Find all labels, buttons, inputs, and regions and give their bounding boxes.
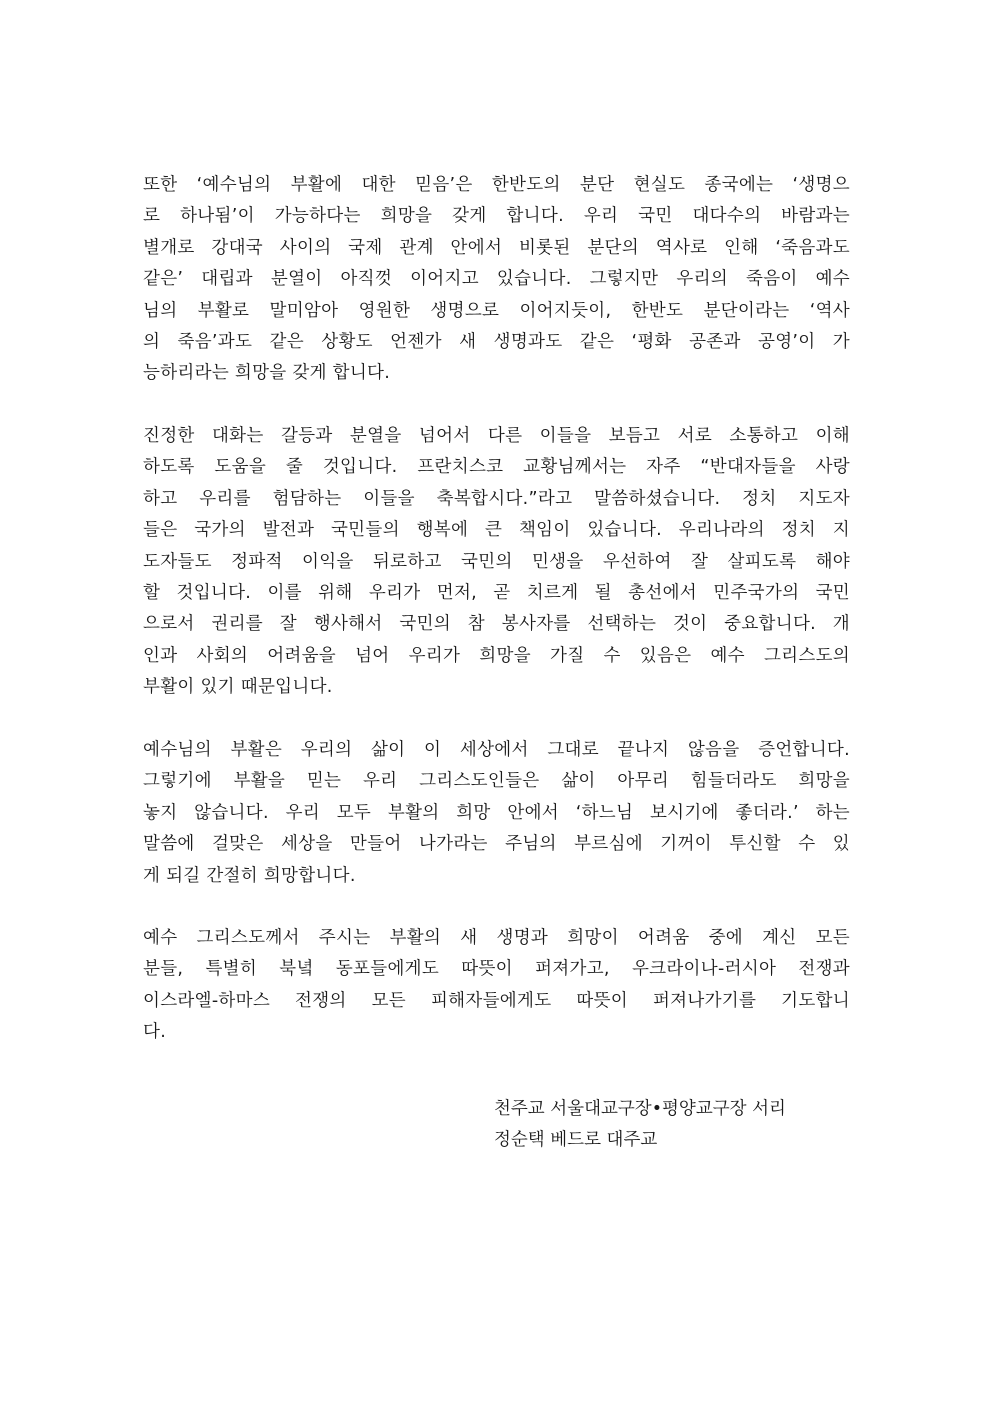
signature-title: 천주교 서울대교구장•평양교구장 서리 (494, 1099, 786, 1119)
text-line: 또한 ‘예수님의 부활에 대한 믿음’은 한반도의 분단 현실도 종국에는 ‘생명으 (143, 175, 850, 195)
text-line: 님의 부활로 말미암아 영원한 생명으로 이어지듯이, 한반도 분단이라는 ‘역사 (143, 300, 850, 321)
paragraph-3 (143, 735, 850, 892)
text-line: 이스라엘-하마스 전쟁의 모든 피해자들에게도 따뜻이 퍼져나가기를 기도합니 (143, 990, 850, 1011)
text-line: 예수 그리스도께서 주시는 부활의 새 생명과 희망이 어려움 중에 계신 모든 (143, 928, 850, 948)
text-line: 하도록 도움을 줄 것입니다. 프란치스코 교황님께서는 자주 “반대자들을 사랑 (143, 457, 850, 478)
text-line: 들은 국가의 발전과 국민들의 행복에 큰 책임이 있습니다. 우리나라의 정치 지 (143, 520, 850, 541)
text-line: 말씀에 걸맞은 세상을 만들어 나가라는 주님의 부르심에 기꺼이 투신할 수 있 (143, 834, 850, 855)
text-line: 별개로 강대국 사이의 국제 관계 안에서 비롯된 분단의 역사로 인해 ‘죽음과도 (143, 237, 850, 258)
text-line: 예수님의 부활은 우리의 삶이 이 세상에서 그대로 끝나지 않음을 증언합니다. (143, 740, 850, 760)
text-line: 인과 사회의 어려움을 넘어 우리가 희망을 가질 수 있음은 예수 그리스도의 (143, 645, 850, 666)
signature-name: 정순택 베드로 대주교 (494, 1130, 658, 1151)
text-line: 으로서 권리를 잘 행사해서 국민의 참 봉사자를 선택하는 것이 중요합니다. 개 (143, 614, 850, 635)
text-line: 로 하나됨’이 가능하다는 희망을 갖게 합니다. 우리 국민 대다수의 바람과는 (143, 206, 850, 227)
paragraph-4 (143, 923, 850, 1049)
text-line: 놓지 않습니다. 우리 모두 부활의 희망 안에서 ‘하느님 보시기에 좋더라.’ 하는 (143, 802, 850, 823)
text-line: 할 것입니다. 이를 위해 우리가 먼저, 곧 치르게 될 총선에서 민주국가의 국민 (143, 582, 850, 603)
paragraph-1 (143, 170, 850, 390)
text-line: 도자들도 정파적 이익을 뒤로하고 국민의 민생을 우선하여 잘 살피도록 해야 (143, 551, 850, 572)
text-line: 그렇기에 부활을 믿는 우리 그리스도인들은 삶이 아무리 힘들더라도 희망을 (143, 771, 850, 792)
paragraph-2 (143, 421, 850, 704)
signature-block (494, 1094, 786, 1157)
text-line: 하고 우리를 험담하는 이들을 축복합시다.”라고 말씀하셨습니다. 정치 지도자 (143, 488, 850, 509)
text-line: 부활이 있기 때문입니다. (143, 677, 333, 698)
text-line: 같은’ 대립과 분열이 아직껏 이어지고 있습니다. 그렇지만 우리의 죽음이 예수 (143, 269, 850, 290)
text-line: 진정한 대화는 갈등과 분열을 넘어서 다른 이들을 보듬고 서로 소통하고 이해 (143, 426, 850, 446)
text-line: 분들, 특별히 북녘 동포들에게도 따뜻이 퍼져가고, 우크라이나-러시아 전쟁과 (143, 959, 850, 980)
text-line: 게 되길 간절히 희망합니다. (143, 865, 356, 886)
text-line: 능하리라는 희망을 갖게 합니다. (143, 363, 391, 384)
text-line: 의 죽음’과도 같은 상황도 언젠가 새 생명과도 같은 ‘평화 공존과 공영’이 가 (143, 331, 850, 352)
text-line: 다. (143, 1022, 167, 1043)
